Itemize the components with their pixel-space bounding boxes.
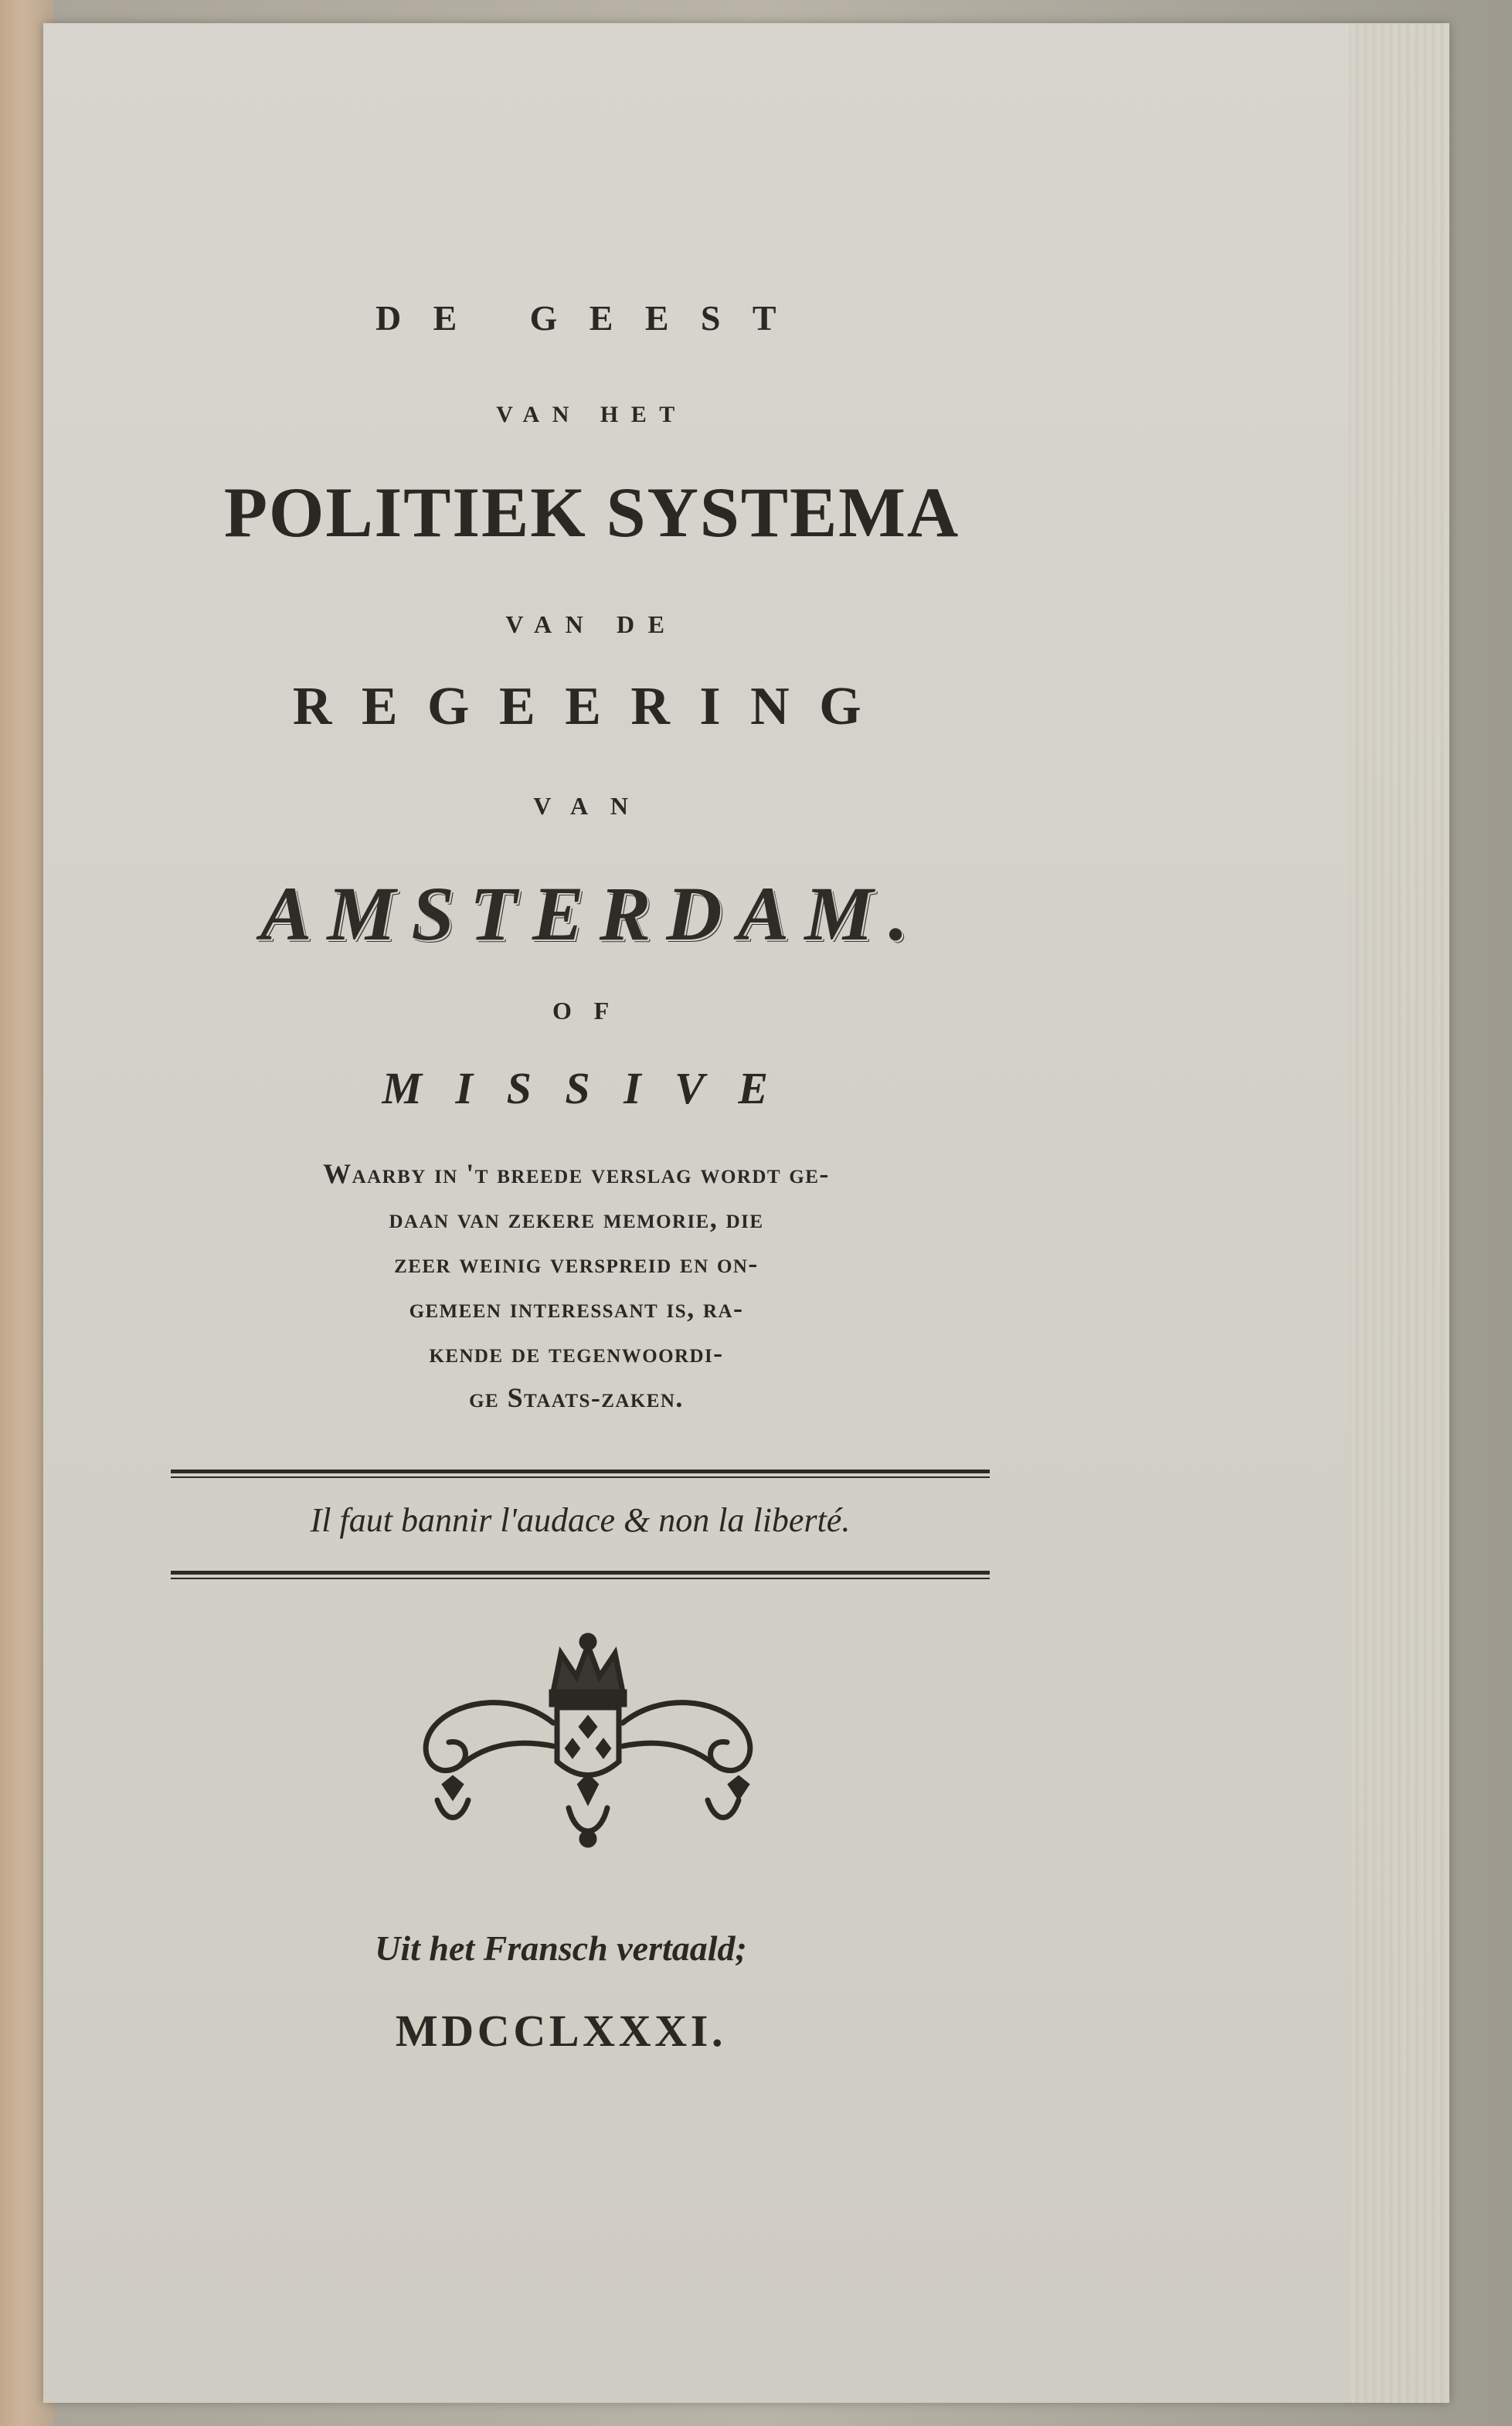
description-line: daan van zekere memorie, die — [389, 1203, 764, 1234]
publication-date: MDCCLXXXI. — [395, 2006, 727, 2056]
title-line-missive: MISSIVE — [382, 1063, 802, 1113]
crown-ornament-icon — [399, 1630, 777, 1854]
description-line: gemeen interessant is, ra- — [409, 1293, 744, 1323]
description-line: kende de tegenwoordi- — [429, 1337, 724, 1368]
divider-rule-bottom — [171, 1571, 990, 1575]
motto: Il faut bannir l'audace & non la liberté. — [310, 1501, 851, 1539]
title-line-politiek-systema: POLITIEK SYSTEMA — [223, 473, 960, 552]
page-edge — [1349, 23, 1449, 2403]
title-line-de-geest: DE GEEST — [375, 298, 808, 338]
imprint-line: Uit het Fransch vertaald; — [375, 1928, 747, 1968]
title-line-van-de: VAN DE — [505, 610, 678, 638]
description-line: ge Staats-zaken. — [469, 1382, 684, 1413]
title-line-amsterdam: AMSTERDAM. — [260, 871, 924, 956]
description-block — [159, 1151, 994, 1420]
title-line-van-het: VAN HET — [496, 402, 688, 427]
divider-rule-top — [171, 1470, 990, 1473]
title-line-van: VAN — [533, 792, 651, 820]
title-line-regeering: REGEERING — [292, 677, 892, 736]
description-line: Waarby in 't breede verslag wordt ge- — [323, 1158, 830, 1189]
title-page — [43, 23, 1449, 2403]
description-line: zeer weinig verspreid en on- — [394, 1248, 759, 1279]
title-line-of: OF — [552, 997, 632, 1024]
